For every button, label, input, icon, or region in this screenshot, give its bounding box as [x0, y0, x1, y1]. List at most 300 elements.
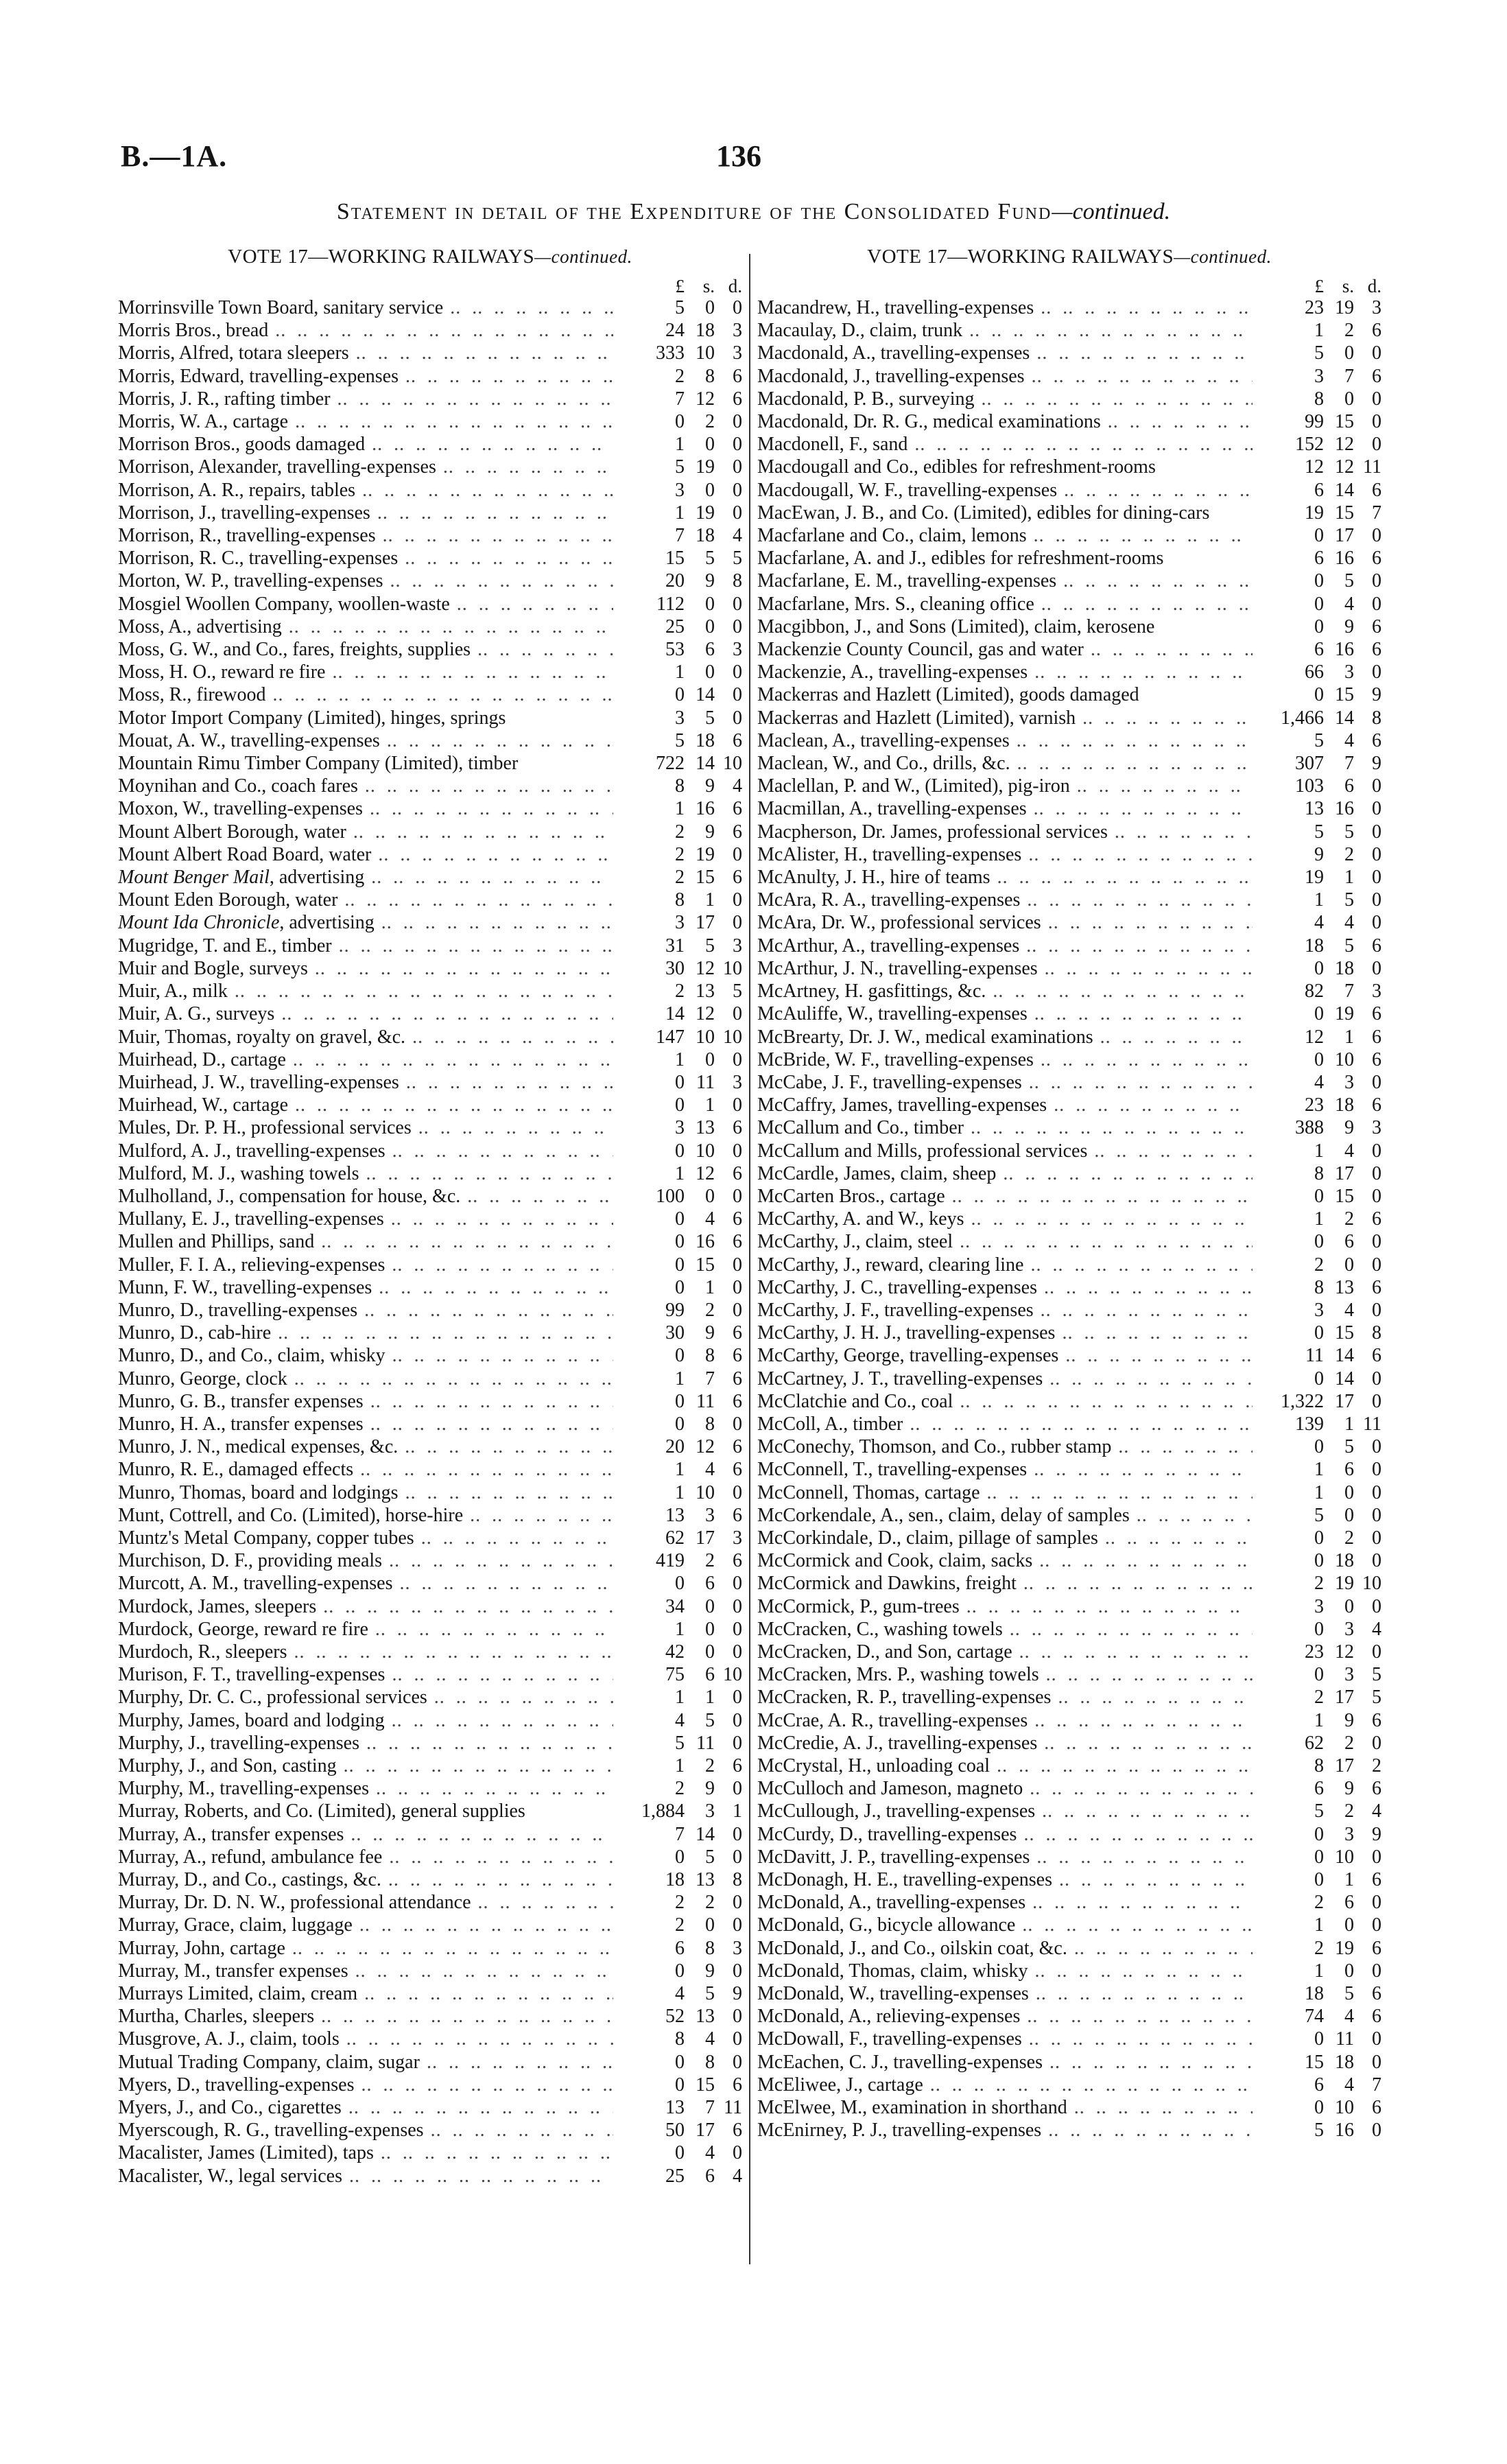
expenditure-row — [757, 1413, 1381, 1435]
amount-pence: 9 — [733, 1983, 742, 2005]
right-column — [757, 246, 1381, 2142]
amount-pence: 3 — [1372, 981, 1381, 1002]
payee-name: McCorkendale, A., sen., claim, delay of samples .. . — [757, 1504, 1253, 1527]
amount-pounds: 333 — [656, 342, 685, 364]
amount-pounds: 0 — [675, 1573, 685, 1595]
amount-pounds: 5 — [1314, 342, 1324, 364]
amount-shillings: 18 — [1335, 2051, 1354, 2073]
amount-shillings: 13 — [696, 1869, 715, 1891]
amount-pence: 0 — [733, 411, 742, 433]
amount-shillings: 1 — [1344, 1413, 1354, 1435]
amount-pounds: 50 — [665, 2120, 685, 2142]
title-suffix: —continued. — [1052, 199, 1171, 224]
expenditure-row — [757, 2119, 1381, 2142]
amount-pence: 6 — [1372, 1208, 1381, 1230]
amount-pounds: 3 — [1314, 1595, 1324, 1617]
expenditure-row — [118, 1368, 742, 1390]
amount-pence: 0 — [733, 1595, 742, 1617]
amount-shillings: 19 — [696, 502, 715, 524]
payee-name: Macmillan, A., travelling-expenses .. . — [757, 797, 1253, 820]
amount-pounds: 0 — [1314, 1322, 1324, 1344]
amount-shillings: 4 — [1344, 912, 1354, 934]
amount-pounds: 0 — [1314, 2028, 1324, 2050]
amount-pounds: 8 — [675, 2028, 685, 2050]
amount-shillings: 7 — [705, 1368, 715, 1389]
amount-shillings: 17 — [1335, 1162, 1354, 1184]
amount-shillings: 1 — [1344, 1026, 1354, 1048]
amount-pounds: 5 — [1314, 2120, 1324, 2142]
amount-pence: 4 — [1372, 1618, 1381, 1640]
expenditure-row — [757, 1435, 1381, 1458]
amount-pounds: 419 — [656, 1550, 685, 1572]
expenditure-row — [757, 1322, 1381, 1344]
amount-pounds: 2 — [675, 821, 685, 843]
amount-shillings: 14 — [696, 753, 715, 775]
amount-pounds: 0 — [675, 2142, 685, 2164]
amount-pence: 5 — [1372, 1664, 1381, 1686]
amount-shillings: 4 — [1344, 1299, 1354, 1321]
amount-shillings: 5 — [1344, 1436, 1354, 1458]
payee-name: Murdoch, R., sleepers .. . — [118, 1641, 613, 1663]
payee-name: Murray, D., and Co., castings, &c. .. . — [118, 1868, 613, 1891]
amount-pence: 6 — [733, 1231, 742, 1253]
amount-shillings: 12 — [696, 388, 715, 410]
payee-name: Maclellan, P. and W., (Limited), pig-iron .. . — [757, 775, 1253, 797]
expenditure-row — [118, 1276, 742, 1299]
expenditure-row — [118, 729, 742, 752]
amount-pence: 8 — [1372, 707, 1381, 729]
expenditure-row — [118, 775, 742, 797]
expenditure-row — [118, 1116, 742, 1139]
expenditure-row — [757, 661, 1381, 683]
amount-pounds: 0 — [675, 1276, 685, 1298]
expenditure-row — [757, 1116, 1381, 1139]
amount-pounds: 23 — [1305, 297, 1324, 318]
expenditure-row — [757, 342, 1381, 364]
expenditure-row — [757, 1276, 1381, 1299]
payee-name: Macdonell, F., sand .. . — [757, 433, 1253, 456]
right-column-heading — [757, 246, 1381, 276]
expenditure-row — [118, 957, 742, 980]
payee-name: Murdock, George, reward re fire .. . — [118, 1618, 613, 1641]
amount-pence: 6 — [1372, 1709, 1381, 1731]
expenditure-row — [757, 502, 1381, 524]
shillings-unit: s. — [702, 276, 715, 296]
amount-pence: 0 — [1372, 1231, 1381, 1253]
amount-shillings: 3 — [1344, 1071, 1354, 1093]
expenditure-row — [757, 889, 1381, 911]
amount-pence: 6 — [1372, 1983, 1381, 2005]
payee-name: Moss, H. O., reward re fire .. . — [118, 661, 613, 683]
payee-name: Myerscough, R. G., travelling-expenses .. . — [118, 2119, 613, 2142]
amount-pence: 0 — [733, 1048, 742, 1070]
amount-shillings: 2 — [1344, 843, 1354, 865]
expenditure-row — [757, 1504, 1381, 1527]
payee-name: McConnell, Thomas, cartage .. . — [757, 1481, 1253, 1504]
amount-pence: 6 — [1372, 639, 1381, 661]
payee-name: Macdonald, P. B., surveying .. . — [757, 388, 1253, 410]
amount-pounds: 11 — [1305, 1345, 1324, 1367]
payee-name: Muir, Thomas, royalty on gravel, &c. .. . — [118, 1026, 613, 1048]
amount-shillings: 10 — [1335, 1846, 1354, 1868]
amount-pence: 0 — [733, 1892, 742, 1914]
amount-shillings: 15 — [1335, 684, 1354, 706]
amount-pounds: 1 — [675, 1459, 685, 1481]
payee-name: Muir, A. G., surveys .. . — [118, 1002, 613, 1025]
amount-pence: 0 — [733, 1960, 742, 1982]
amount-shillings: 10 — [696, 1481, 715, 1503]
payee-name: Munro, H. A., transfer expenses .. . — [118, 1413, 613, 1435]
amount-pence: 0 — [1372, 1960, 1381, 1982]
amount-pence: 0 — [733, 1846, 742, 1868]
payee-name: Morrison, J., travelling-expenses .. . — [118, 502, 613, 524]
expenditure-row — [757, 1458, 1381, 1481]
amount-shillings: 9 — [1344, 1117, 1354, 1139]
amount-shillings: 0 — [1344, 342, 1354, 364]
payee-name: Morrison Bros., goods damaged .. . — [118, 433, 613, 456]
expenditure-row — [118, 1641, 742, 1663]
amount-shillings: 1 — [1344, 1869, 1354, 1891]
amount-pence: 0 — [1372, 1892, 1381, 1914]
payee-name: McCartney, J. T., travelling-expenses .. . — [757, 1368, 1253, 1390]
payee-name: Murdock, James, sleepers .. . — [118, 1595, 613, 1618]
expenditure-row — [118, 1572, 742, 1595]
amount-pounds: 20 — [665, 570, 685, 592]
amount-pounds: 74 — [1305, 2006, 1324, 2028]
amount-pence: 6 — [1372, 1937, 1381, 1959]
expenditure-row — [757, 935, 1381, 957]
amount-pence: 0 — [1372, 1436, 1381, 1458]
payee-name: McDonald, W., travelling-expenses .. . — [757, 1982, 1253, 2005]
payee-name: McCarthy, J., reward, clearing line .. . — [757, 1254, 1253, 1276]
amount-pence: 0 — [733, 1276, 742, 1298]
amount-pounds: 12 — [1305, 1026, 1324, 1048]
amount-pence: 0 — [1372, 1390, 1381, 1412]
amount-shillings: 5 — [1344, 935, 1354, 957]
amount-pence: 6 — [733, 365, 742, 387]
amount-pence: 0 — [733, 2051, 742, 2073]
amount-shillings: 2 — [705, 411, 715, 433]
amount-pounds: 0 — [1314, 1368, 1324, 1389]
expenditure-row — [757, 683, 1381, 706]
expenditure-row — [118, 524, 742, 547]
expenditure-row — [757, 1230, 1381, 1253]
amount-shillings: 11 — [696, 1390, 715, 1412]
amount-pence: 6 — [733, 1208, 742, 1230]
amount-shillings: 1 — [705, 1094, 715, 1116]
expenditure-row — [757, 1777, 1381, 1800]
amount-pence: 6 — [733, 729, 742, 751]
amount-pence: 6 — [733, 1345, 742, 1367]
amount-pounds: 25 — [665, 615, 685, 637]
amount-pence: 0 — [1372, 1846, 1381, 1868]
payee-name: Mosgiel Woollen Company, woollen-waste .. . — [118, 593, 613, 615]
amount-pounds: 1 — [675, 1687, 685, 1709]
amount-pounds: 1 — [1314, 1459, 1324, 1481]
amount-pence: 0 — [733, 1778, 742, 1800]
amount-shillings: 9 — [1344, 1709, 1354, 1731]
amount-shillings: 2 — [705, 1755, 715, 1776]
expenditure-row — [118, 1208, 742, 1230]
amount-pence: 0 — [733, 2006, 742, 2028]
amount-shillings: 6 — [705, 1573, 715, 1595]
amount-pounds: 1 — [1314, 889, 1324, 911]
payee-name: Murray, A., transfer expenses .. . — [118, 1823, 613, 1846]
expenditure-row — [118, 889, 742, 911]
amount-pounds: 0 — [1314, 1664, 1324, 1686]
expenditure-row — [757, 365, 1381, 388]
amount-pounds: 6 — [675, 1937, 685, 1959]
amount-pounds: 0 — [1314, 1823, 1324, 1845]
payee-name: McCarthy, A. and W., keys .. . — [757, 1208, 1253, 1230]
amount-shillings: 16 — [1335, 798, 1354, 820]
amount-pence: 0 — [1372, 889, 1381, 911]
expenditure-row — [757, 843, 1381, 866]
amount-pounds: 5 — [1314, 1800, 1324, 1822]
amount-pounds: 0 — [1314, 1231, 1324, 1253]
expenditure-row — [118, 1846, 742, 1868]
expenditure-row — [757, 638, 1381, 661]
amount-pence: 0 — [1372, 1254, 1381, 1276]
amount-shillings: 7 — [705, 2097, 715, 2119]
payee-name: Morrison, R., travelling-expenses .. . — [118, 524, 613, 547]
expenditure-row — [757, 1026, 1381, 1048]
expenditure-row — [757, 1732, 1381, 1755]
payee-name: Morris, Edward, travelling-expenses .. . — [118, 365, 613, 388]
payee-name: Murrays Limited, claim, cream .. . — [118, 1982, 613, 2005]
amount-pounds: 20 — [665, 1436, 685, 1458]
amount-pence: 0 — [733, 1823, 742, 1845]
expenditure-row — [118, 707, 742, 729]
amount-shillings: 9 — [705, 1322, 715, 1344]
amount-pence: 6 — [1372, 2006, 1381, 2028]
payee-name: McElwee, M., examination in shorthand .. . — [757, 2096, 1253, 2119]
expenditure-row — [118, 1458, 742, 1481]
payee-name: Mount Benger Mail, advertising .. . — [118, 866, 613, 889]
amount-pounds: 1 — [675, 661, 685, 683]
amount-pence: 0 — [733, 1413, 742, 1435]
payee-name: Mount Eden Borough, water .. . — [118, 889, 613, 911]
amount-pence: 0 — [1372, 1368, 1381, 1389]
expenditure-row — [118, 2096, 742, 2119]
expenditure-row — [118, 2051, 742, 2074]
amount-shillings: 4 — [705, 1208, 715, 1230]
payee-name: Mountain Rimu Timber Company (Limited), timber — [118, 753, 519, 775]
payee-name: Muirhead, J. W., travelling-expenses .. . — [118, 1071, 613, 1094]
amount-pounds: 0 — [675, 2051, 685, 2073]
amount-shillings: 18 — [1335, 1550, 1354, 1572]
amount-pounds: 8 — [1314, 1755, 1324, 1776]
payee-name: Moss, A., advertising .. . — [118, 615, 613, 638]
amount-pounds: 4 — [1314, 1071, 1324, 1093]
amount-pounds: 0 — [675, 411, 685, 433]
amount-pence: 0 — [733, 479, 742, 501]
payee-name: McDonald, G., bicycle allowance .. . — [757, 1914, 1253, 1936]
amount-shillings: 10 — [696, 1026, 715, 1048]
amount-shillings: 14 — [1335, 479, 1354, 501]
expenditure-row — [118, 2142, 742, 2164]
expenditure-row — [118, 2119, 742, 2142]
amount-shillings: 19 — [1335, 297, 1354, 318]
amount-pence: 0 — [1372, 1527, 1381, 1549]
amount-pounds: 82 — [1305, 981, 1324, 1002]
amount-pounds: 15 — [665, 548, 685, 570]
amount-shillings: 17 — [696, 1527, 715, 1549]
amount-shillings: 13 — [696, 1117, 715, 1139]
amount-pence: 11 — [724, 2097, 742, 2119]
amount-pence: 0 — [1372, 1459, 1381, 1481]
payee-name: Macaulay, D., claim, trunk .. . — [757, 319, 1253, 342]
amount-shillings: 3 — [705, 1800, 715, 1822]
amount-shillings: 0 — [1344, 1960, 1354, 1982]
payee-name: Maclean, A., travelling-expenses .. . — [757, 729, 1253, 752]
amount-pounds: 30 — [665, 957, 685, 979]
amount-pounds: 4 — [675, 1709, 685, 1731]
expenditure-row — [118, 1960, 742, 1982]
amount-pence: 0 — [733, 1299, 742, 1321]
expenditure-row — [757, 911, 1381, 934]
amount-pounds: 30 — [665, 1322, 685, 1344]
expenditure-row — [757, 296, 1381, 319]
amount-shillings: 5 — [705, 1709, 715, 1731]
payee-name: Morris, Alfred, totara sleepers .. . — [118, 342, 613, 364]
payee-name: Murcott, A. M., travelling-expenses .. . — [118, 1572, 613, 1595]
amount-shillings: 5 — [1344, 889, 1354, 911]
amount-pence: 0 — [1372, 912, 1381, 934]
amount-pounds: 25 — [665, 2165, 685, 2187]
amount-shillings: 5 — [705, 1983, 715, 2005]
left-column — [118, 246, 742, 2187]
expenditure-row — [757, 1140, 1381, 1162]
expenditure-row — [118, 570, 742, 592]
amount-pence: 6 — [733, 1755, 742, 1776]
amount-pence: 5 — [733, 548, 742, 570]
payee-name: Munn, F. W., travelling-expenses .. . — [118, 1276, 613, 1299]
amount-shillings: 9 — [705, 775, 715, 797]
expenditure-row — [118, 1185, 742, 1208]
amount-pence: 10 — [723, 957, 742, 979]
payee-name: Morrison, R. C., travelling-expenses .. . — [118, 547, 613, 570]
amount-shillings: 15 — [1335, 502, 1354, 524]
amount-pence: 0 — [733, 661, 742, 683]
amount-pounds: 100 — [656, 1185, 685, 1207]
payee-name: Mulford, A. J., travelling-expenses .. . — [118, 1140, 613, 1162]
amount-pounds: 0 — [675, 1390, 685, 1412]
expenditure-row — [757, 593, 1381, 615]
amount-shillings: 9 — [705, 1960, 715, 1982]
amount-pence: 0 — [733, 1618, 742, 1640]
expenditure-row — [757, 1823, 1381, 1846]
amount-pence: 6 — [733, 1550, 742, 1572]
amount-shillings: 9 — [705, 1778, 715, 1800]
amount-pence: 0 — [733, 2142, 742, 2164]
expenditure-row — [118, 843, 742, 866]
expenditure-row — [757, 866, 1381, 889]
amount-shillings: 5 — [705, 707, 715, 729]
left-units-header — [118, 276, 742, 296]
payee-name: Motor Import Company (Limited), hinges, springs — [118, 707, 506, 729]
payee-name: Macfarlane, E. M., travelling-expenses .. . — [757, 570, 1253, 592]
payee-name: Mackerras and Hazlett (Limited), varnish .. . — [757, 707, 1253, 729]
expenditure-row — [757, 752, 1381, 775]
expenditure-row — [757, 1527, 1381, 1549]
amount-shillings: 9 — [705, 821, 715, 843]
amount-shillings: 12 — [1335, 434, 1354, 456]
expenditure-row — [757, 1595, 1381, 1618]
amount-shillings: 12 — [696, 1436, 715, 1458]
amount-pounds: 18 — [1305, 935, 1324, 957]
payee-name: McConnell, T., travelling-expenses .. . — [757, 1458, 1253, 1481]
payee-name: Moynihan and Co., coach fares .. . — [118, 775, 613, 797]
amount-pence: 0 — [1372, 388, 1381, 410]
amount-pounds: 103 — [1295, 775, 1324, 797]
expenditure-row — [118, 1481, 742, 1504]
payee-name: Morrinsville Town Board, sanitary service .. . — [118, 296, 613, 319]
expenditure-row — [757, 1572, 1381, 1595]
payee-name: McCrystal, H., unloading coal .. . — [757, 1755, 1253, 1777]
amount-pounds: 2 — [1314, 1937, 1324, 1959]
amount-pounds: 388 — [1295, 1117, 1324, 1139]
amount-shillings: 19 — [696, 456, 715, 478]
expenditure-row — [757, 707, 1381, 729]
expenditure-row — [118, 547, 742, 570]
payee-name: Macfarlane, Mrs. S., cleaning office .. . — [757, 593, 1253, 615]
amount-pounds: 1 — [675, 1618, 685, 1640]
amount-pounds: 112 — [656, 593, 685, 615]
payee-name: Macdonald, J., travelling-expenses .. . — [757, 365, 1253, 388]
amount-pounds: 0 — [675, 1094, 685, 1116]
amount-shillings: 0 — [705, 1595, 715, 1617]
payee-name: Macalister, W., legal services .. . — [118, 2165, 613, 2187]
amount-pounds: 2 — [675, 1892, 685, 1914]
amount-pence: 6 — [733, 798, 742, 820]
expenditure-row — [118, 1709, 742, 1732]
expenditure-row — [757, 1800, 1381, 1822]
expenditure-row — [118, 797, 742, 820]
expenditure-row — [118, 2074, 742, 2096]
amount-pounds: 0 — [1314, 1846, 1324, 1868]
amount-shillings: 13 — [1335, 1276, 1354, 1298]
amount-shillings: 4 — [705, 1459, 715, 1481]
expenditure-row — [757, 729, 1381, 752]
expenditure-row — [757, 1390, 1381, 1413]
expenditure-row — [118, 1322, 742, 1344]
amount-shillings: 0 — [705, 479, 715, 501]
amount-pounds: 8 — [1314, 1276, 1324, 1298]
amount-pence: 4 — [1372, 1800, 1381, 1822]
amount-shillings: 2 — [705, 1550, 715, 1572]
amount-shillings: 17 — [1335, 1687, 1354, 1709]
expenditure-row — [757, 797, 1381, 820]
amount-shillings: 7 — [1344, 753, 1354, 775]
amount-pounds: 0 — [1314, 1550, 1324, 1572]
expenditure-row — [757, 1208, 1381, 1230]
payee-name: McDonagh, H. E., travelling-expenses .. . — [757, 1868, 1253, 1891]
amount-pounds: 0 — [1314, 1869, 1324, 1891]
amount-shillings: 2 — [705, 1299, 715, 1321]
amount-pounds: 2 — [675, 365, 685, 387]
payee-name: Mullany, E. J., travelling-expenses .. . — [118, 1208, 613, 1230]
payee-name: Murphy, J., and Son, casting .. . — [118, 1755, 613, 1777]
payee-name: McAlister, H., travelling-expenses .. . — [757, 843, 1253, 866]
amount-shillings: 13 — [696, 2006, 715, 2028]
amount-shillings: 4 — [705, 2142, 715, 2164]
amount-shillings: 1 — [1344, 867, 1354, 889]
amount-pence: 4 — [733, 2165, 742, 2187]
payee-name: Munro, D., cab-hire .. . — [118, 1322, 613, 1344]
payee-name: Mulford, M. J., washing towels .. . — [118, 1162, 613, 1185]
amount-pounds: 1,466 — [1281, 707, 1324, 729]
